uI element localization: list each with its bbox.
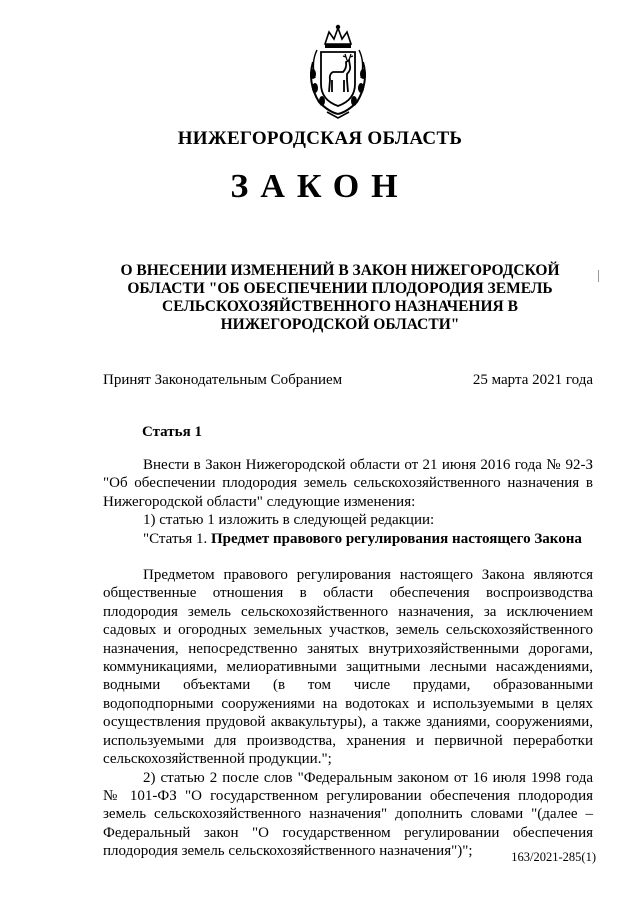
document-number: 163/2021-285(1) — [511, 850, 596, 864]
amendment-item-2: 2) статью 2 после слов "Федеральным законом от 16 июля 1998 года № 101-ФЗ "О государственном регулировании обеспечения плодородия земель сельскохозяйственного назначения" дополнить словами "(далее – Федеральный закон "О государственном регулировании обеспечения плодородия земель сельскохозяйственного назначения")"; — [103, 769, 593, 860]
quoted-article-paragraph: Предметом правового регулирования настоящего Закона являются общественные отношения в области обеспечения воспроизводства плодородия земель сельскохозяйственного назначения, за исключением садовых и огородных земельных участков, земель сельскохозяйственного назначения, непосредственно занятых внутрихозяйственными дорогами, коммуникациями, мелиоративными защитными лесными насаждениями, водными объектами (в том числе прудами, образованными водоподпорными сооружениями на водотоках и используемыми в целях осуществления прудовой аквакультуры), а также зданиями, сооружениями, используемыми для производства, хранения и первичной переработки сельскохозяйственной продукции."; — [103, 567, 593, 768]
region-heading: НИЖЕГОРОДСКАЯ ОБЛАСТЬ — [177, 128, 463, 149]
coat-of-arms-icon — [305, 22, 371, 122]
quoted-prefix: "Статья 1. — [143, 530, 211, 547]
amendment-item-1: 1) статью 1 изложить в следующей редакции: — [143, 512, 435, 529]
adoption-date: 25 марта 2021 года — [472, 372, 593, 388]
law-title: ЗАКОН — [230, 168, 410, 205]
subject-line: НИЖЕГОРОДСКОЙ ОБЛАСТИ" — [220, 316, 460, 333]
subject-line: СЕЛЬСКОХОЗЯЙСТВЕННОГО НАЗНАЧЕНИЯ В — [162, 298, 518, 315]
article-intro: Внести в Закон Нижегородской области от 21 июня 2016 года № 92-З "Об обеспечении плодородия земель сельскохозяйственного назначения в Нижегородской области" следующие изменения: — [103, 457, 593, 510]
subject-line: ОБЛАСТИ "ОБ ОБЕСПЕЧЕНИИ ПЛОДОРОДИЯ ЗЕМЕЛЬ — [127, 280, 553, 297]
subject-line: О ВНЕСЕНИИ ИЗМЕНЕНИЙ В ЗАКОН НИЖЕГОРОДСКОЙ — [120, 262, 560, 279]
margin-mark — [598, 270, 599, 282]
article-body — [103, 456, 593, 861]
article-heading: Статья 1 — [142, 424, 202, 440]
quoted-article-title: Предмет правового регулирования настоящего Закона — [210, 530, 582, 547]
law-subject — [80, 262, 600, 334]
adoption-line — [103, 372, 593, 389]
adopted-by: Принят Законодательным Собранием — [103, 372, 343, 388]
quoted-article-heading — [103, 530, 593, 548]
